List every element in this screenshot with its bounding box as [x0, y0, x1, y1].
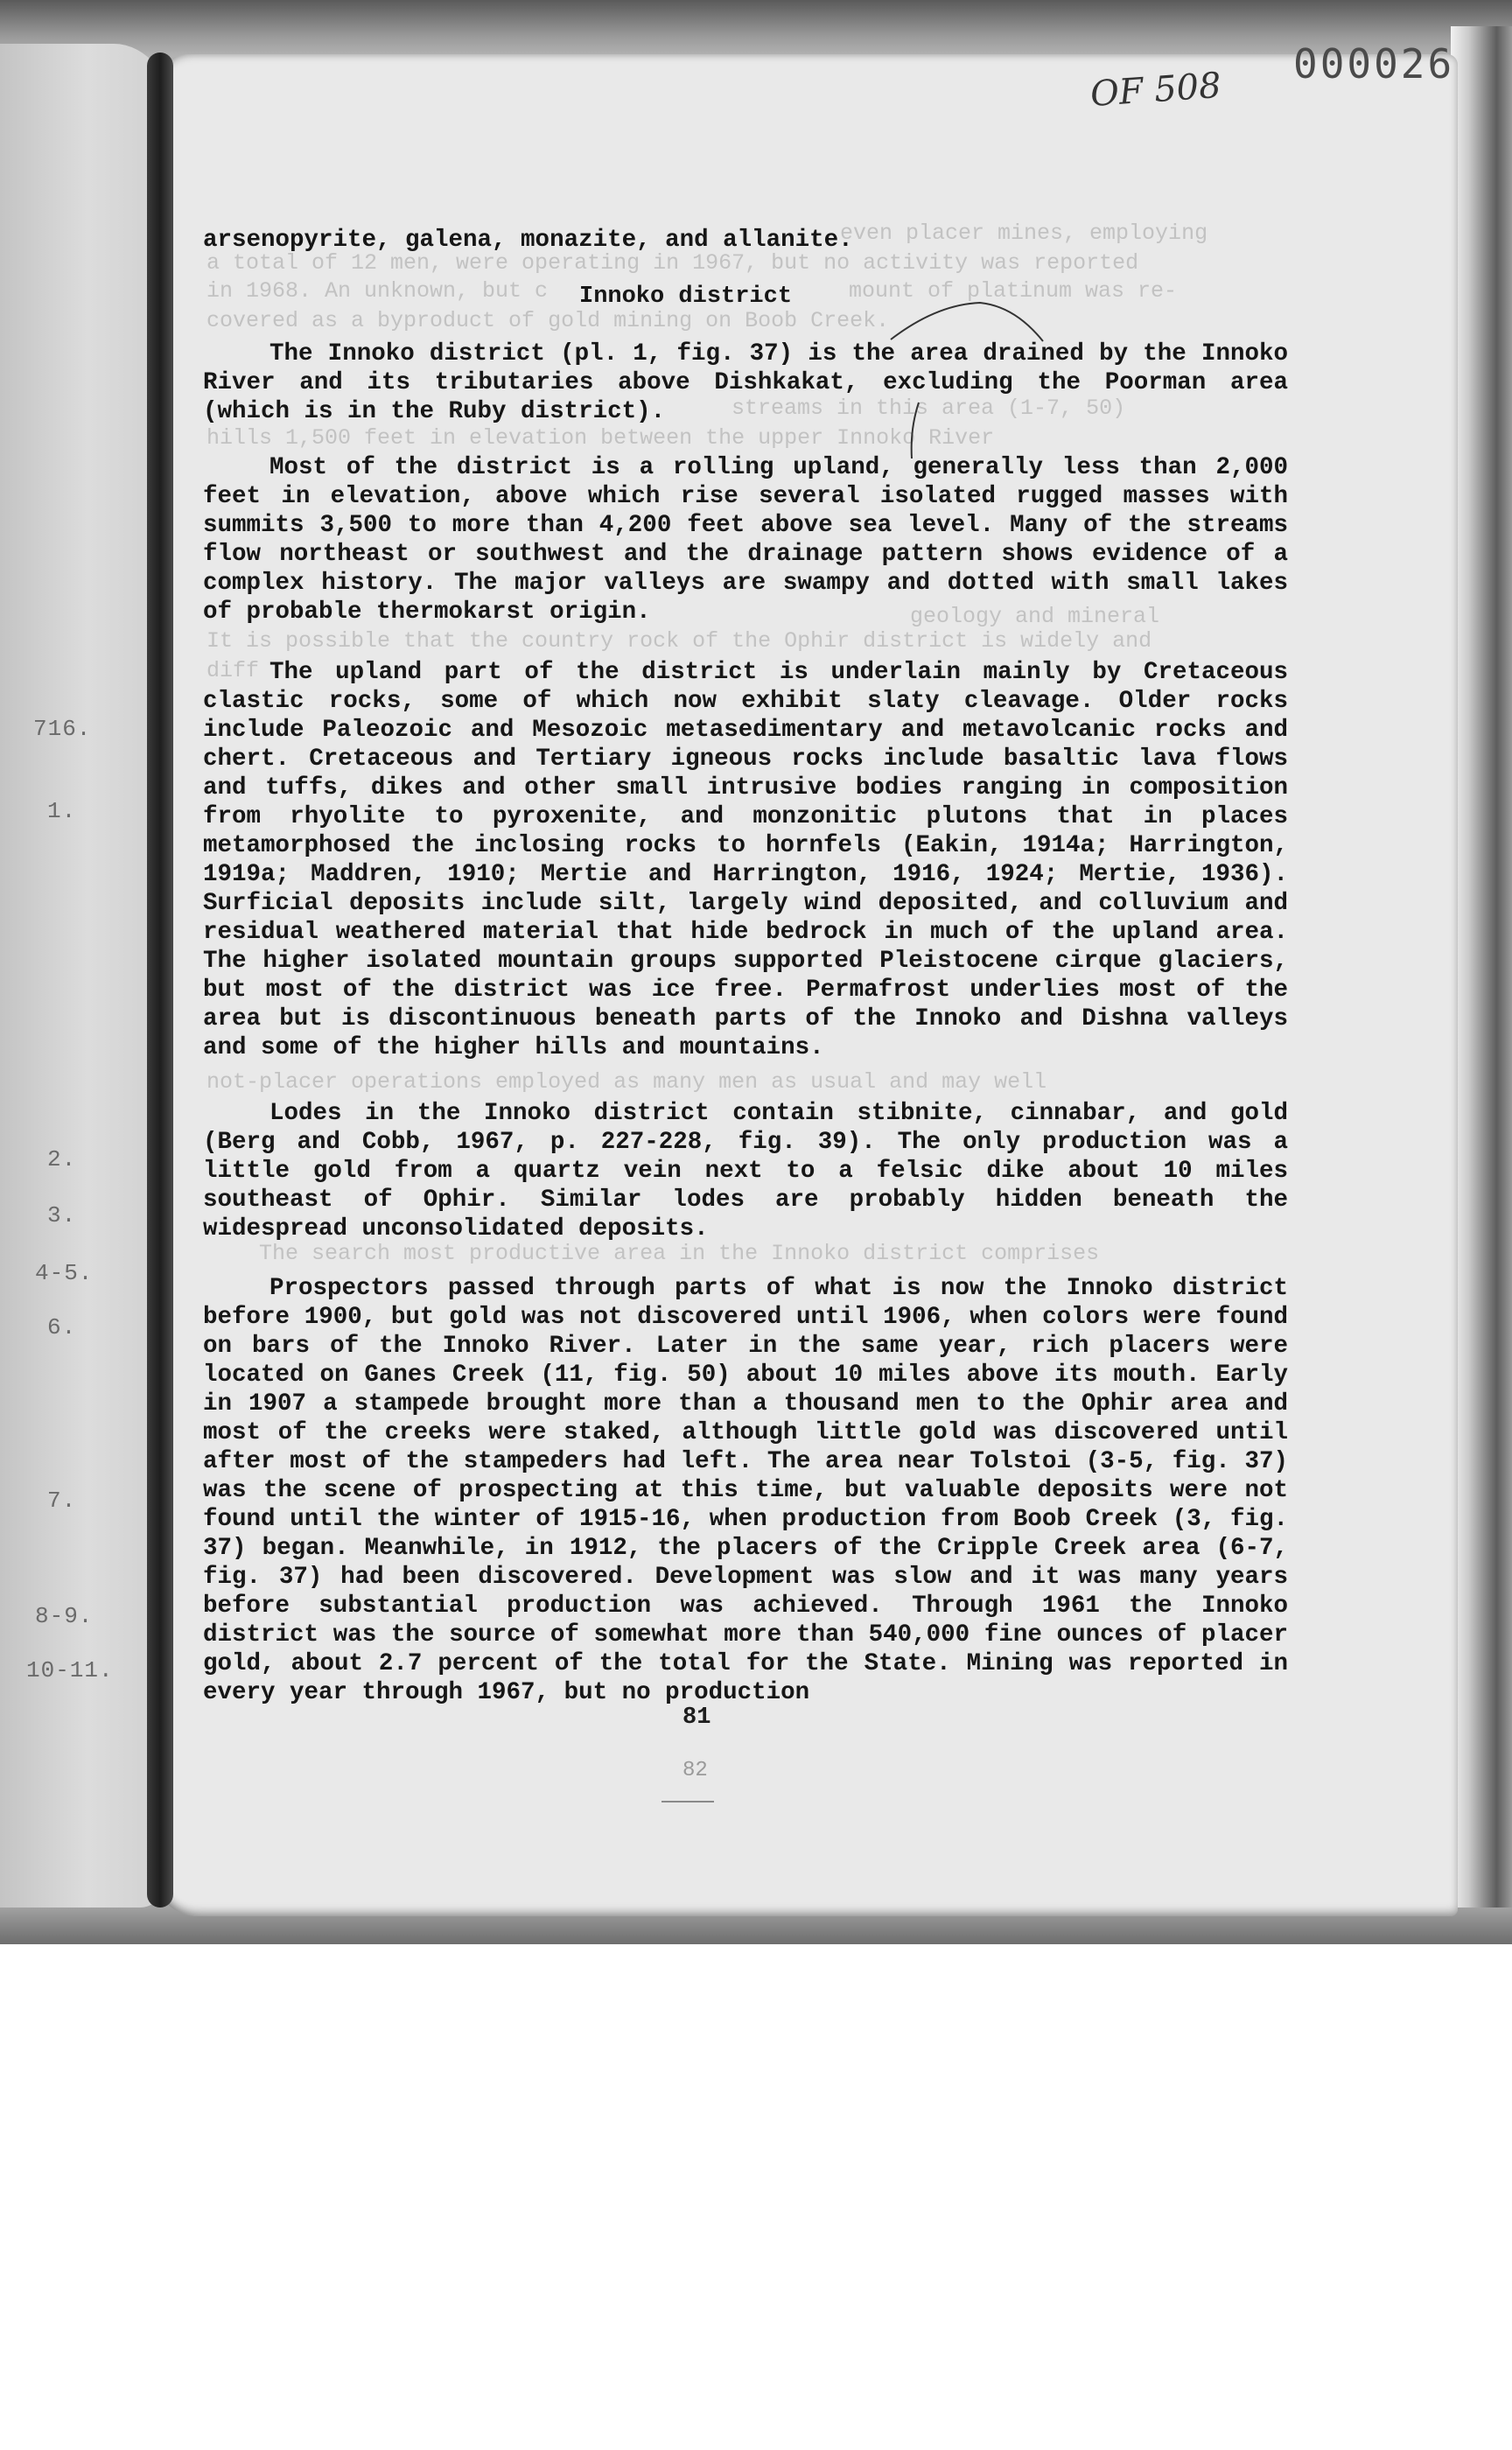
- paragraph-topography: Most of the district is a rolling upland, generally less than 2,000 feet in elevation, above which rise several isolated rugged masses with summits 3,500 to more than 4,200 feet above sea level. Many of the streams flow northeast or southwest and the drainage pattern shows evidence of a complex history. The major valleys are swampy and dotted with small lakes of probable thermokarst origin.: [203, 454, 1288, 626]
- paragraph-geology: The upland part of the district is underlain mainly by Cretaceous clastic rocks, some of which now exhibit slaty cleavage. Older rocks include Paleozoic and Mesozoic metasedimentary and metavolcanic rocks and chert. Cretaceous and Tertiary igneous rocks include basaltic lava flows and tuffs, dikes and other small intrusive bodies ranging in composition from rhyolite to pyroxenite, and monzonitic plutons that in places metamorphosed the inclosing rocks to hornfels (Eakin, 1914a; Harrington, 1919a; Maddren, 1910; Mertie and Harrington, 1916, 1924; Mertie, 1936). Surficial deposits include silt, largely wind deposited, and colluvium and residual weathered material that hide bedrock in much of the upland area. The higher isolated mountain groups supported Pleistocene cirque glaciers, but most of the district was ice free. Permafrost underlies most of the area but is discontinuous beneath parts of the Innoko and Dishna valleys and some of the higher hills and mountains.: [203, 659, 1288, 1061]
- bleed-through-text: hills 1,500 feet in elevation between the upper Innoko River: [206, 425, 995, 451]
- bleed-through-text: It is possible that the country rock of the Ophir district is widely and: [206, 628, 1152, 654]
- margin-number: 6.: [47, 1314, 77, 1340]
- bleed-through-page-number: 82: [682, 1759, 708, 1782]
- bleed-through-text: mount of platinum was re-: [849, 278, 1178, 304]
- bleed-through-text: a total of 12 men, were operating in 1967, but no activity was reported: [206, 250, 1139, 276]
- handwritten-note: OF 508: [1088, 65, 1223, 116]
- margin-number: 716.: [33, 716, 92, 742]
- margin-number: 1.: [47, 798, 77, 824]
- paragraph-mining-history: Prospectors passed through parts of what is now the Innoko district before 1900, but gold was not discovered until 1906, when colors were found on bars of the Innoko River. Later in the same year, rich placers were located on Ganes Creek (11, fig. 50) about 10 miles above its mouth. Early in 1907 a stampede brought more than a thousand men to the Ophir area and most of the creeks were staked, although little gold was discovered until after most of the stampeders had left. The area near Tolstoi (3-5, fig. 37) was the scene of prospecting at this time, but valuable deposits were not found until the winter of 1915-16, when production from Boob Creek (3, fig. 37) began. Meanwhile, in 1912, the placers of the Cripple Creek area (6-7, fig. 37) had been discovered. Development was slow and it was many years before substantial production was achieved. Through 1961 the Innoko district was the source of somewhat more than 540,000 fine ounces of placer gold, about 2.7 percent of the total for the State. Mining was reported in every year through 1967, but no production: [203, 1275, 1288, 1706]
- page-number: 81: [682, 1704, 711, 1731]
- scan-top-shadow: [0, 0, 1512, 61]
- paragraph-district-overview: The Innoko district (pl. 1, fig. 37) is the area drained by the Innoko River and its tributaries above Dishkakat, excluding the Poorman area (which is in the Ruby district).: [203, 340, 1288, 425]
- margin-number: 8-9.: [35, 1603, 94, 1629]
- bleed-through-text: streams in this area (1-7, 50): [732, 396, 1126, 421]
- margin-number: 3.: [47, 1202, 77, 1228]
- binding-spine: [147, 52, 173, 1908]
- bleed-through-text: even placer mines, employing: [840, 220, 1208, 246]
- paragraph-lodes: Lodes in the Innoko district contain stibnite, cinnabar, and gold (Berg and Cobb, 1967, p. 227-228, fig. 39). The only production was a little gold from a quartz vein next to a felsic dike about 10 miles southeast of Ophir. Similar lodes are probably hidden beneath the widespread unconsolidated deposits.: [203, 1100, 1288, 1242]
- document-number-stamp: 000026: [1293, 40, 1455, 88]
- margin-number: 4-5.: [35, 1260, 94, 1286]
- paragraph-fragment: arsenopyrite, galena, monazite, and allanite.: [203, 227, 853, 254]
- bleed-through-text: geology and mineral: [910, 604, 1160, 629]
- bleed-through-text: The search most productive area in the Innoko district comprises: [259, 1241, 1100, 1266]
- section-heading: Innoko district: [579, 284, 793, 310]
- footer-rule: [662, 1801, 714, 1802]
- right-page-edge: [1451, 26, 1512, 1908]
- margin-number: 7.: [47, 1488, 77, 1514]
- bleed-through-text: not-placer operations employed as many men as usual and may well: [206, 1069, 1047, 1095]
- bleed-through-text: in 1968. An unknown, but c: [206, 278, 549, 304]
- margin-number: 10-11.: [26, 1657, 114, 1684]
- bleed-through-text: diff: [206, 658, 260, 683]
- bleed-through-text: covered as a byproduct of gold mining on Boob Creek.: [206, 308, 890, 333]
- margin-number: 2.: [47, 1146, 77, 1172]
